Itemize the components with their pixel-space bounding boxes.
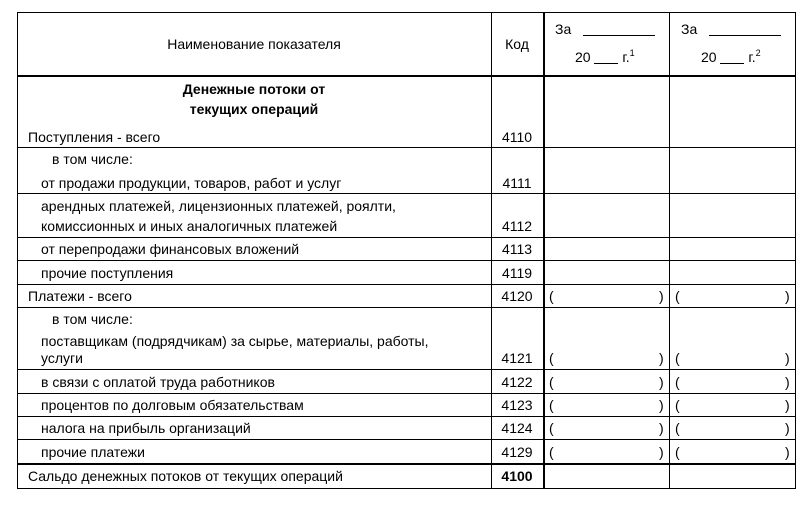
bracket-open: ( [549,350,554,366]
bracket-open: ( [675,444,680,460]
row-label: Платежи - всего [28,288,132,304]
row-code: 4111 [502,175,532,191]
period1-za: За [555,21,572,37]
row-label: Сальдо денежных потоков от текущих операций [28,468,343,484]
bracket-open: ( [675,350,680,366]
row-code: 4120 [501,288,533,304]
row-label: прочие платежи [41,444,145,460]
row-label: налога на прибыль организаций [41,420,251,436]
bracket-open: ( [549,374,554,390]
row-label-mid: поставщикам (подрядчикам) за сырье, материалы, работы, [41,333,429,349]
period1-year [575,44,635,66]
bracket-close: ) [659,420,664,436]
bracket-close: ) [659,397,664,413]
period1-year-suffix: г. [622,49,630,65]
bracket-close: ) [785,288,790,304]
bracket-close: ) [785,350,790,366]
bracket-close: ) [785,374,790,390]
period1-year-prefix: 20 [575,49,591,65]
period2-year [701,44,761,66]
row-code: 4129 [501,444,533,460]
row-sep [17,307,796,308]
row-code: 4121 [501,350,533,366]
bracket-close: ) [785,420,790,436]
cash-flow-form [17,12,796,489]
period2-column-line [669,12,670,489]
row-code: 4119 [501,265,533,281]
period2-header [681,20,781,38]
bracket-open: ( [675,397,680,413]
header-code-col: Код [505,36,529,52]
bracket-close: ) [659,350,664,366]
period2-year-suffix: г. [748,49,756,65]
section-title-line2: текущих операций [189,101,319,117]
bracket-close: ) [659,444,664,460]
bracket-close: ) [785,397,790,413]
period2-blank [709,23,781,36]
bracket-close: ) [659,288,664,304]
bracket-open: ( [675,288,680,304]
row-label: услуги [41,350,83,366]
row-label: Поступления - всего [28,129,161,145]
bracket-open: ( [549,397,554,413]
row-label-top: арендных платежей, лицензионных платежей, роялти, [41,198,396,214]
row-code: 4122 [501,374,533,390]
period1-column-line [543,12,545,489]
row-code: 4112 [501,218,533,234]
bracket-open: ( [549,288,554,304]
period2-year-blank [720,51,744,64]
header-name-col: Наименование показателя [167,36,341,52]
row-label: от продажи продукции, товаров, работ и услуг [41,175,342,191]
period2-za: За [681,21,698,37]
row-label: комиссионных и иных аналогичных платежей [41,218,338,234]
row-sep [17,237,796,238]
bracket-open: ( [675,420,680,436]
row-sep [17,463,796,465]
row-sep [17,147,796,148]
header-bottom-border [17,75,796,77]
row-label: от перепродажи финансовых вложений [41,241,300,257]
bracket-open: ( [549,420,554,436]
row-label: процентов по долговым обязательствам [41,397,304,413]
row-code: 4110 [501,129,533,145]
row-label: в связи с оплатой труда работников [41,374,275,390]
row-sep [17,393,796,394]
row-sep [17,284,796,285]
row-label: прочие поступления [41,265,174,281]
row-sep [17,369,796,370]
row-code: 4123 [501,397,533,413]
table-right-border [795,12,796,489]
row-code: 4100 [501,468,533,484]
period1-year-blank [594,51,618,64]
bracket-close: ) [659,374,664,390]
period2-year-prefix: 20 [701,49,717,65]
period2-footnote: 2 [755,48,761,58]
bracket-open: ( [675,374,680,390]
bracket-open: ( [549,444,554,460]
row-sep [17,260,796,261]
row-code: 4124 [501,420,533,436]
row-code: 4113 [501,241,533,257]
row-sep [17,416,796,417]
bracket-close: ) [785,444,790,460]
row-label-top: в том числе: [52,151,133,167]
section-title-line1: Денежные потоки от [182,81,326,97]
row-sep [17,439,796,440]
period1-header [555,20,655,38]
period1-blank [583,23,655,36]
row-label-top: в том числе: [52,311,133,327]
table-bottom-border [17,488,796,489]
row-sep [17,193,796,194]
period1-footnote: 1 [629,48,635,58]
table-top-border [17,12,796,13]
